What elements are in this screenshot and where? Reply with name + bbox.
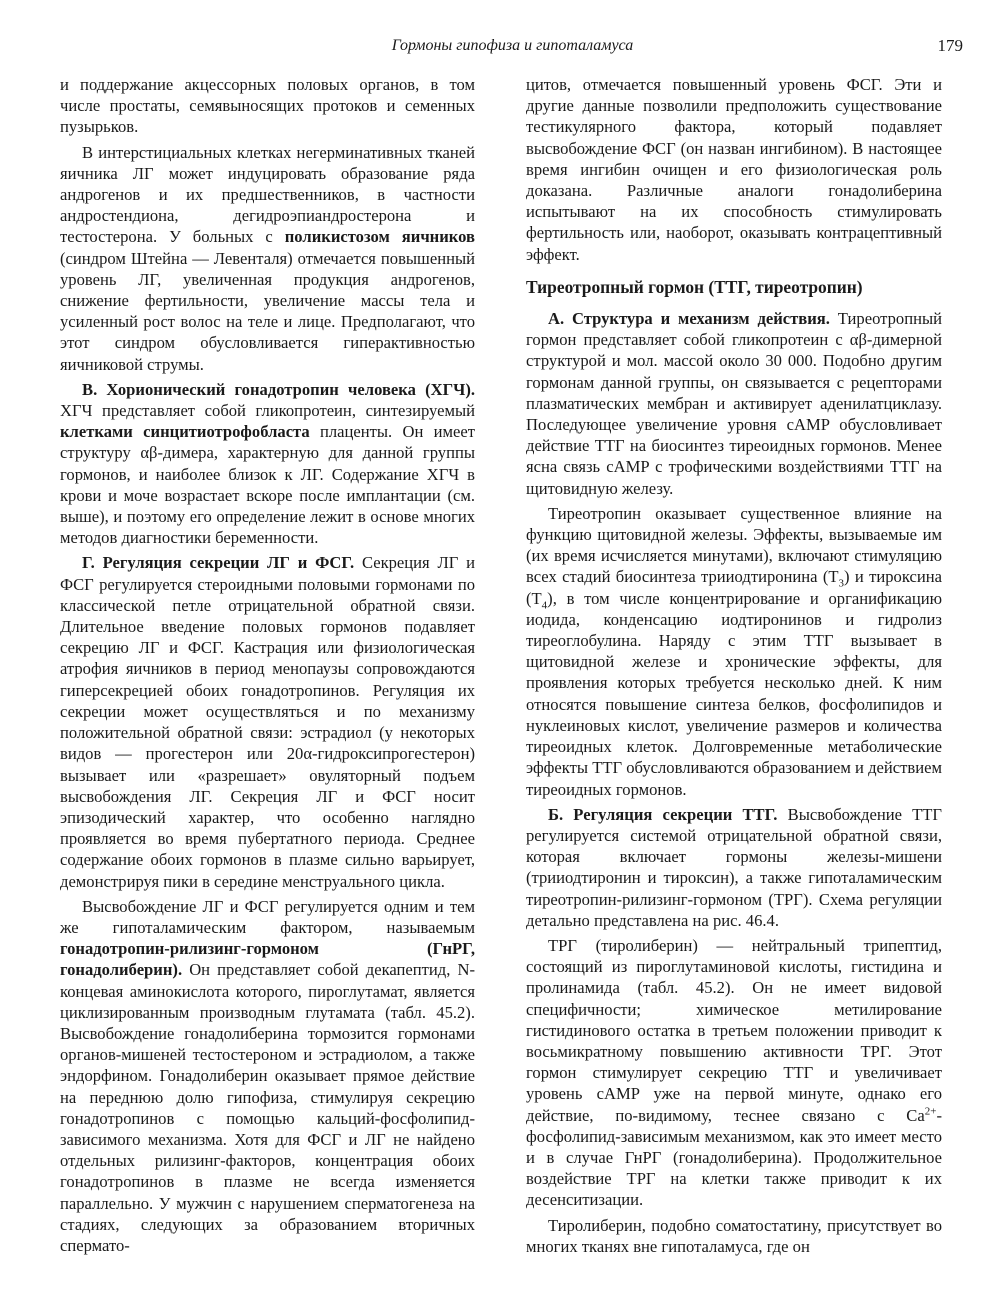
- section-heading: Тиреотропный гормон (ТТГ, тиреотропин): [526, 276, 863, 297]
- right-column: [526, 74, 942, 1257]
- paragraph: цитов, отмечается повышенный уровень ФСГ. Эти и другие данные позволили предположить существование тестикулярного фактора, который подавляет высвобождение ФСГ (он назван ингибином). В настоящее время ингибин очищен и его физиологическая роль доказана. Различные аналоги гонадолиберина испытывают на их способность стимулировать фертильность или, наоборот, оказывать контрацептивный эффект.: [526, 75, 942, 264]
- paragraph: ТРГ (тиролиберин) — нейтральный трипептид, состоящий из пироглутаминовой кислоты, гистидина и пролинамида (табл. 45.2). Он не имеет видовой специфичности; химическое метилирование гистидинового остатка в третьем положении приводит к восьмикратному повышению активности ТРГ. Этот гормон стимулирует секрецию ТТГ и увеличивает уровень cAMP уже на первой минуте, однако его действие, по-видимому, теснее связано с $Ca^{2+}-фосфолипид$-зависимым механизмом, как это имеет место и в случае ГнРГ (гонадолиберина). Продолжительное воздействие ТРГ на клетки также приводит к их десенситизации.: [526, 935, 942, 1210]
- paragraph: В. Хорионический гонадотропин человека (ХГЧ). ХГЧ представляет собой гликопротеин, синтезируемый клетками синцитиотрофобласта плаценты. Он имеет структуру αβ-димера, характерную для данной группы гормонов, и наиболее близок к ЛГ. Содержание ХГЧ в крови и моче возрастает вскоре после имплантации (см. выше), и поэтому его определение лежит в основе многих методов диагностики беременности.: [60, 379, 476, 548]
- paragraph: Г. Регуляция секреции ЛГ и ФСГ. Секреция ЛГ и ФСГ регулируется стероидными половыми гормонами по классической петле отрицательной обратной связи. Длительное введение половых гормонов подавляет секрецию ЛГ и ФСГ. Кастрация или физиологическая атрофия яичников в период менопаузы сопровождаются гиперсекрецией обоих гонадотропинов. Регуляция их секреции может осуществляться и по механизму положительной обратной связи: эстрадиол (у некоторых видов — прогестерон или 20α-гидроксипрогестерон) вызывает или «разрешает» овуляторный подъем высвобождения ЛГ. Секреция ЛГ и ФСГ носит эпизодический характер, что особенно наглядно проявляется во время пубертатного периода. Среднее содержание обоих гормонов в плазме сильно варьирует, демонстрируя пики в середине менструального цикла.: [60, 553, 475, 891]
- subsection-heading: А. Структура и механизм действия.: [548, 309, 830, 329]
- paragraph: Тиреотропин оказывает существенное влияние на функцию щитовидной железы. Эффекты, вызываемые им (их время исчисляется минутами), включают стимуляцию всех стадий биосинтеза трииодтиронина $(T_3)$ и тироксина $(T_4)$, в том числе концентрирование и органификацию иодида, конденсацию иодтиронинов и гидролиз тиреоглобулина. Наряду с этим ТТГ вызывает в щитовидной железе и хронические эффекты, для проявления которых требуется несколько дней. К ним относятся повышение синтеза белков, фосфолипидов и нуклеиновых кислот, увеличение размеров и количества тиреоидных клеток. Долговременные метаболические эффекты ТТГ обусловливаются образованием и действием тиреоидных гормонов.: [526, 503, 942, 799]
- running-head: [60, 34, 965, 58]
- paragraph: А. Структура и механизм действия. Тиреотропный гормон представляет собой гликопротеин с αβ-димерной структурой и мол. массой около 30 000. Подобно другим гормонам данной группы, он связывается с рецепторами плазматических мембран и активирует аденилатциклазу. Последующее увеличение уровня cAMP обусловливает действие ТТГ на биосинтез тиреоидных гормонов. Менее ясна связь cAMP с трофическими воздействиями ТТГ на щитовидную железу.: [526, 309, 942, 498]
- page-number: 179: [937, 36, 963, 55]
- bold-term: клетками синцитиотрофобласта: [60, 422, 310, 442]
- paragraph: В интерстициальных клетках негерминативных тканей яичника ЛГ может индуцировать образование ряда андрогенов и их предшественников, в частности андростендиона, дегидроэпиандростерона и тестостерона. У больных с поликистозом яичников (синдром Штейна — Левенталя) отмечается повышенный уровень ЛГ, увеличенная продукция андрогенов, снижение фертильности, увеличение массы тела и усиленный рост волос на теле и лице. Предполагают, что этот синдром обусловливается гиперактивностью яичниковой струмы.: [60, 142, 475, 374]
- subsection-heading: В. Хорионический гонадотропин человека (ХГЧ).: [82, 379, 475, 399]
- paragraph: Б. Регуляция секреции ТТГ. Высвобождение ТТГ регулируется системой отрицательной обратной связи, которая включает гормоны железы-мишени (трииодтиронин и тироксин), а также гипоталамическим тиреотропин-рилизинг-гормоном (ТРГ). Схема регуляции детально представлена на рис. 46.4.: [526, 804, 942, 930]
- subsection-heading: Г. Регуляция секреции ЛГ и ФСГ.: [82, 553, 355, 573]
- paragraph: Высвобождение ЛГ и ФСГ регулируется одним и тем же гипоталамическим фактором, называемым гонадотропин-рилизинг-гормоном (ГнРГ, гонадолиберин). Он представляет собой декапептид, N-концевая аминокислота которого, пироглутамат, является циклизированным производным глутамата (табл. 45.2). Высвобождение гонадолиберина тормозится гормонами органов-мишеней тестостероном и эстрадиолом, а также эндорфином. Гонадолиберин оказывает прямое действие на переднюю долю гипофиза, стимулируя секрецию гонадотропинов с помощью кальций-фосфолипид-зависимого механизма. Хотя для ФСГ и ЛГ не найдено отдельных рилизинг-факторов, концентрация обоих гонадотропинов в плазме не всегда изменяется параллельно. У мужчин с нарушением сперматогенеза на стадиях, следующих за образованием вторичных спермато-: [60, 896, 475, 1255]
- bold-term: поликистозом яичников: [284, 227, 475, 247]
- bold-term: гонадотропин-рилизинг-гормоном (ГнРГ, гонадолиберин).: [60, 939, 475, 980]
- paragraph: Тиролиберин, подобно соматостатину, присутствует во многих тканях вне гипоталамуса, где он: [526, 1215, 942, 1256]
- running-title: Гормоны гипофиза и гипоталамуса: [391, 37, 634, 54]
- paragraph: и поддержание акцессорных половых органов, в том числе простаты, семявыносящих протоков и семенных пузырьков.: [60, 75, 475, 137]
- subsection-heading: Б. Регуляция секреции ТТГ.: [548, 804, 778, 824]
- left-column: [60, 74, 475, 1256]
